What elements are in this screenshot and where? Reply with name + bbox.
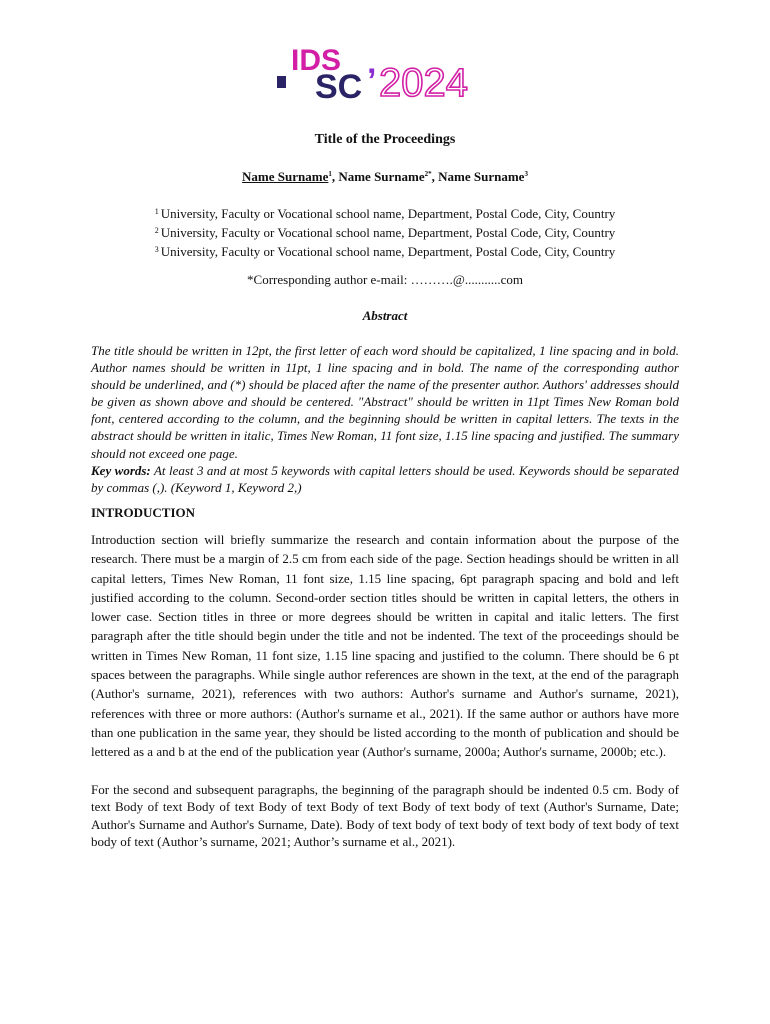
introduction-paragraph-2: For the second and subsequent paragraphs, the beginning of the paragraph should be indented 0.5 cm. Body of text Body of text Body of text Body of text Body of text Body of text body of text (Author's Surname, Date; Author's Surname and Author's Surname, Date). Body of text body of text body of text body of text body of text body of text (Author’s surname, 2021; Author’s surname et al., 2021).	[91, 782, 679, 849]
author-2-name: Name Surname	[338, 169, 425, 184]
author-separator: ,	[431, 169, 439, 184]
author-1-affil: 1	[328, 170, 332, 178]
section-heading-introduction: INTRODUCTION	[91, 505, 196, 520]
author-3-name: Name Surname	[438, 169, 525, 184]
affiliation-text: University, Faculty or Vocational school name, Department, Postal Code, City, Country	[160, 206, 616, 221]
proceedings-title: Title of the Proceedings	[314, 132, 456, 147]
affiliation-number: 3	[154, 245, 159, 254]
conference-logo	[275, 40, 495, 102]
introduction-paragraph-1: Introduction section will briefly summarize the research and contain information about the purpose of the research. There must be a margin of 2.5 cm from each side of the page. Section headings should be written in all capital letters, Times New Roman, 11 font size, 1.15 line spacing, 6pt paragraph spacing and bold and left justified according to the column. Second-order section titles should be written in capital letters, the others in lower case. Section titles in three or more degrees should be written in capital and italic letters. The first paragraph after the title should begin under the title and not be indented. The text of the proceedings should be written in Times New Roman, 11 font size, 1.15 line spacing and justified to the column. There should be 6 pt spaces between the paragraphs. While single author references are shown in the text, at the end of the paragraph (Author's surname, 2021), references with two authors: Author's surname and Author's surname, 2021), references with three or more authors: (Author's surname et al., 2021). If the same author or authors have more than one publication in the same year, they should be listed according to the month of publication and should be lettered as a and b at the end of the publication year (Author's surname, 2000a; Author's surname, 2000b; etc.).	[91, 532, 679, 760]
abstract-heading: Abstract	[362, 308, 408, 323]
logo-sc: SC	[315, 68, 363, 102]
affiliation-text: University, Faculty or Vocational school name, Department, Postal Code, City, Country	[160, 244, 616, 259]
affiliation-number: 2	[154, 226, 159, 235]
affiliation-3	[0, 241, 770, 260]
affiliation-text: University, Faculty or Vocational school name, Department, Postal Code, City, Country	[160, 225, 616, 240]
author-separator: ,	[331, 169, 339, 184]
keywords-text: At least 3 and at most 5 keywords with capital letters should be used. Keywords should be separated by commas (,). (Keyword 1, Keyword 2,)	[91, 463, 679, 496]
affiliation-2	[0, 222, 770, 241]
author-3-affil: 3	[524, 170, 528, 178]
logo-apostrophe: ’	[367, 62, 377, 100]
logo-year: 2024	[379, 61, 468, 102]
author-list	[0, 169, 770, 185]
affiliation-list	[0, 203, 770, 260]
logo-ids: IDS	[291, 44, 342, 77]
affiliation-1	[0, 203, 770, 222]
keywords-label: Key words:	[91, 463, 151, 478]
abstract-body: The title should be written in 12pt, the first letter of each word should be capitalized, 1 line spacing and in bold. Author names should be written in 11pt, 1 line spacing and in bold. The name of the corresponding author should be underlined, and (*) should be placed after the name of the presenter author. Authors' addresses should be given as shown above and should be centered. "Abstract" should be written in 11pt Times New Roman bold font, centered according to the column, and the beginning should be written in capital letters. The texts in the abstract should be written in italic, Times New Roman, 11 font size, 1.15 line spacing and justified. The summary should not exceed one page.	[91, 343, 679, 461]
author-2-affil: 2*	[424, 170, 432, 178]
affiliation-number: 1	[154, 207, 159, 216]
corresponding-author-email: *Corresponding author e-mail: ……….@...........com	[247, 272, 523, 287]
keywords	[91, 462, 679, 496]
logo-square	[277, 76, 286, 88]
author-1-name: Name Surname	[242, 169, 329, 184]
